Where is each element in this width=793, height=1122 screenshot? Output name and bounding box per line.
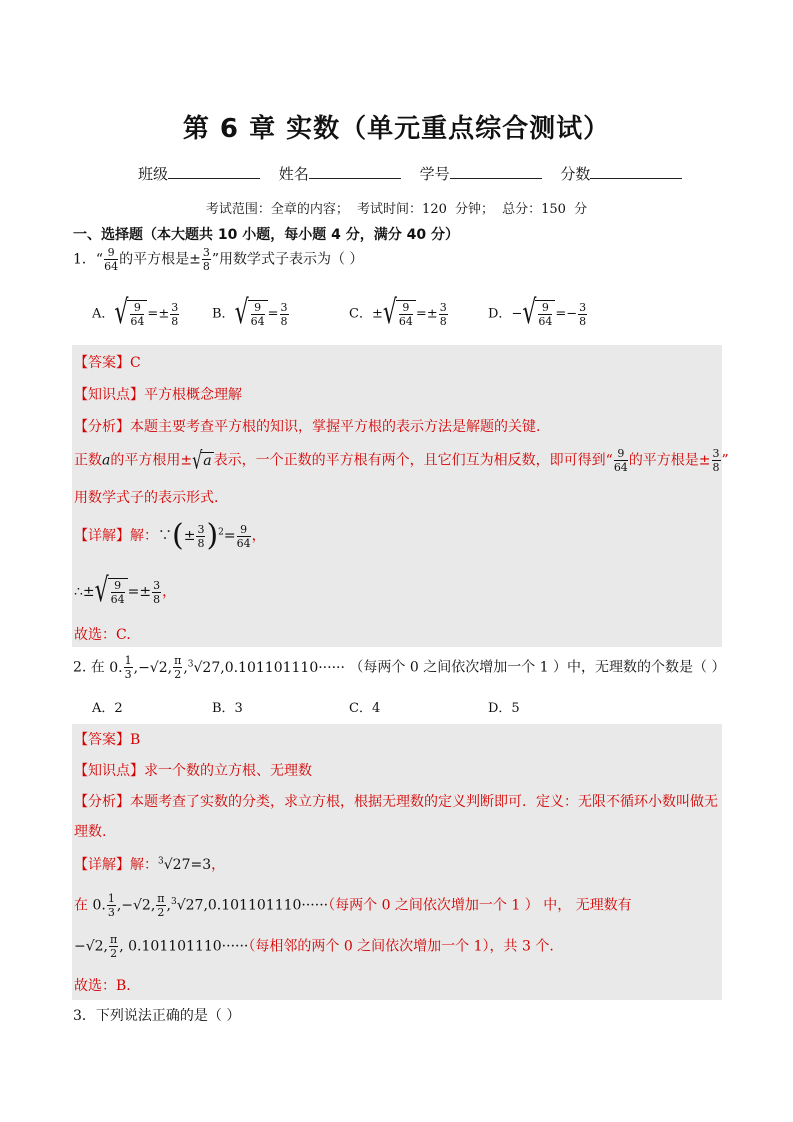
q1-analysis-3: 用数学式子的表示形式. xyxy=(74,490,219,506)
question-3: 3．下列说法正确的是（ ） xyxy=(73,1008,241,1024)
q1-analysis: 【分析】本题主要考查平方根的知识，掌握平方根的表示方法是解题的关键. xyxy=(74,419,541,435)
class-blank xyxy=(168,166,260,179)
class-label: 班级 xyxy=(138,165,169,183)
q2-choose: 故选：B. xyxy=(74,978,131,994)
q2-number: 2. 在 xyxy=(73,659,105,676)
exam-time: 考试时间：120 分钟； xyxy=(357,202,494,217)
exam-total: 总分：150 分 xyxy=(502,202,588,217)
q2-option-b[interactable]: B．3 xyxy=(212,701,243,716)
score-label: 分数 xyxy=(560,165,591,183)
q1-solution-box xyxy=(72,345,729,647)
exam-meta xyxy=(0,198,793,217)
q2-number-set: 0. $\frac{1}{3}$ ,−√2, $\frac{\pi}{2}$ ,$^3$√27,0.101101110······ xyxy=(109,654,345,681)
q2-detail-2: 在 0. $\frac{1}{3}$ ,−√2, $\frac{\pi}{2}$ ,$^3$√27,0.101101110······（每两个 0 之间依次增加一个 1 ） 中， 无理数有 xyxy=(74,892,632,919)
q1-option-b[interactable]: B． √ $\frac{9}{64}$ = $\frac{3}{8}$ xyxy=(212,294,288,332)
q1-number: 1．“ xyxy=(73,251,104,268)
section-heading: 一、选择题（本大题共 10 小题，每小题 4 分，满分 40 分） xyxy=(73,227,459,243)
q1-analysis-2: 正数a的平方根用± √ a 表示，一个正数的平方根有两个，且它们互为相反数，即可得到“ $\frac{9}{64}$ 的平方根是± $\frac{3}{8}$ ” xyxy=(74,445,729,474)
option-label: C． xyxy=(349,306,372,322)
q1-option-a[interactable]: A． √ $\frac{9}{64}$ =± $\frac{3}{8}$ xyxy=(92,294,179,332)
q2-text: （每两个 0 之间依次增加一个 1 ）中，无理数的个数是（ ） xyxy=(349,659,726,676)
sqrt-expr: √ $\frac{9}{64}$ xyxy=(235,300,268,328)
q2-analysis-cont: 理数. xyxy=(74,824,107,840)
q1-knowledge: 【知识点】平方根概念理解 xyxy=(74,387,242,403)
q1-option-d[interactable]: D．− √ $\frac{9}{64}$ =− $\frac{3}{8}$ xyxy=(488,294,587,332)
q2-analysis: 【分析】本题考查了实数的分类，求立方根，根据无理数的定义判断即可．定义：无限不循环小数叫做无 xyxy=(74,794,718,810)
q1-detail-2: ∴± √ $\frac{9}{64}$ =± $\frac{3}{8}$ ， xyxy=(74,572,177,610)
student-info-row xyxy=(138,163,696,184)
id-label: 学号 xyxy=(419,165,450,183)
q2-detail-3: −√2, $\frac{\pi}{2}$ , 0.101101110······（每相邻的两个 0 之间依次增加一个 1），共 3 个. xyxy=(74,933,554,960)
id-blank xyxy=(450,166,542,179)
name-label: 姓名 xyxy=(278,165,309,183)
q1-detail: 【详解】解：∵(± $\frac{3}{8}$ )$^2$= $\frac{9}{64}$ ， xyxy=(74,518,266,553)
q1-choose: 故选：C. xyxy=(74,627,131,643)
sqrt-expr: √ $\frac{9}{64}$ xyxy=(114,300,147,328)
sqrt-expr: √ $\frac{9}{64}$ xyxy=(383,300,416,328)
exam-range: 考试范围：全章的内容； xyxy=(205,202,349,217)
page-title: 第 6 章 实数（单元重点综合测试） xyxy=(182,114,611,144)
q2-detail: 【详解】解：$^3$√27=3， xyxy=(74,856,226,873)
q2-option-c[interactable]: C．4 xyxy=(349,701,381,716)
q1-frac: $\frac{9}{64}$ xyxy=(104,246,119,273)
q1-option-c[interactable]: C．± √ $\frac{9}{64}$ =± $\frac{3}{8}$ xyxy=(349,294,447,332)
option-label: D． xyxy=(488,306,512,322)
score-blank xyxy=(590,166,682,179)
q2-solution-box xyxy=(72,724,722,1000)
q2-answer: 【答案】B xyxy=(74,732,141,748)
option-label: A． xyxy=(92,306,115,322)
question-1 xyxy=(73,246,363,273)
question-2 xyxy=(73,654,725,681)
name-blank xyxy=(309,166,401,179)
sqrt-expr: √ $\frac{9}{64}$ xyxy=(522,300,555,328)
q1-frac-root: $\frac{3}{8}$ xyxy=(202,246,210,273)
q1-text-a: 的平方根是± xyxy=(119,251,201,268)
q2-knowledge: 【知识点】求一个数的立方根、无理数 xyxy=(74,763,312,779)
q1-answer: 【答案】C xyxy=(74,355,141,371)
q2-option-a[interactable]: A．2 xyxy=(92,701,123,716)
option-label: B． xyxy=(212,306,235,322)
q1-text-b: ”用数学式子表示为（ ） xyxy=(211,251,364,268)
q2-option-d[interactable]: D．5 xyxy=(488,701,520,716)
